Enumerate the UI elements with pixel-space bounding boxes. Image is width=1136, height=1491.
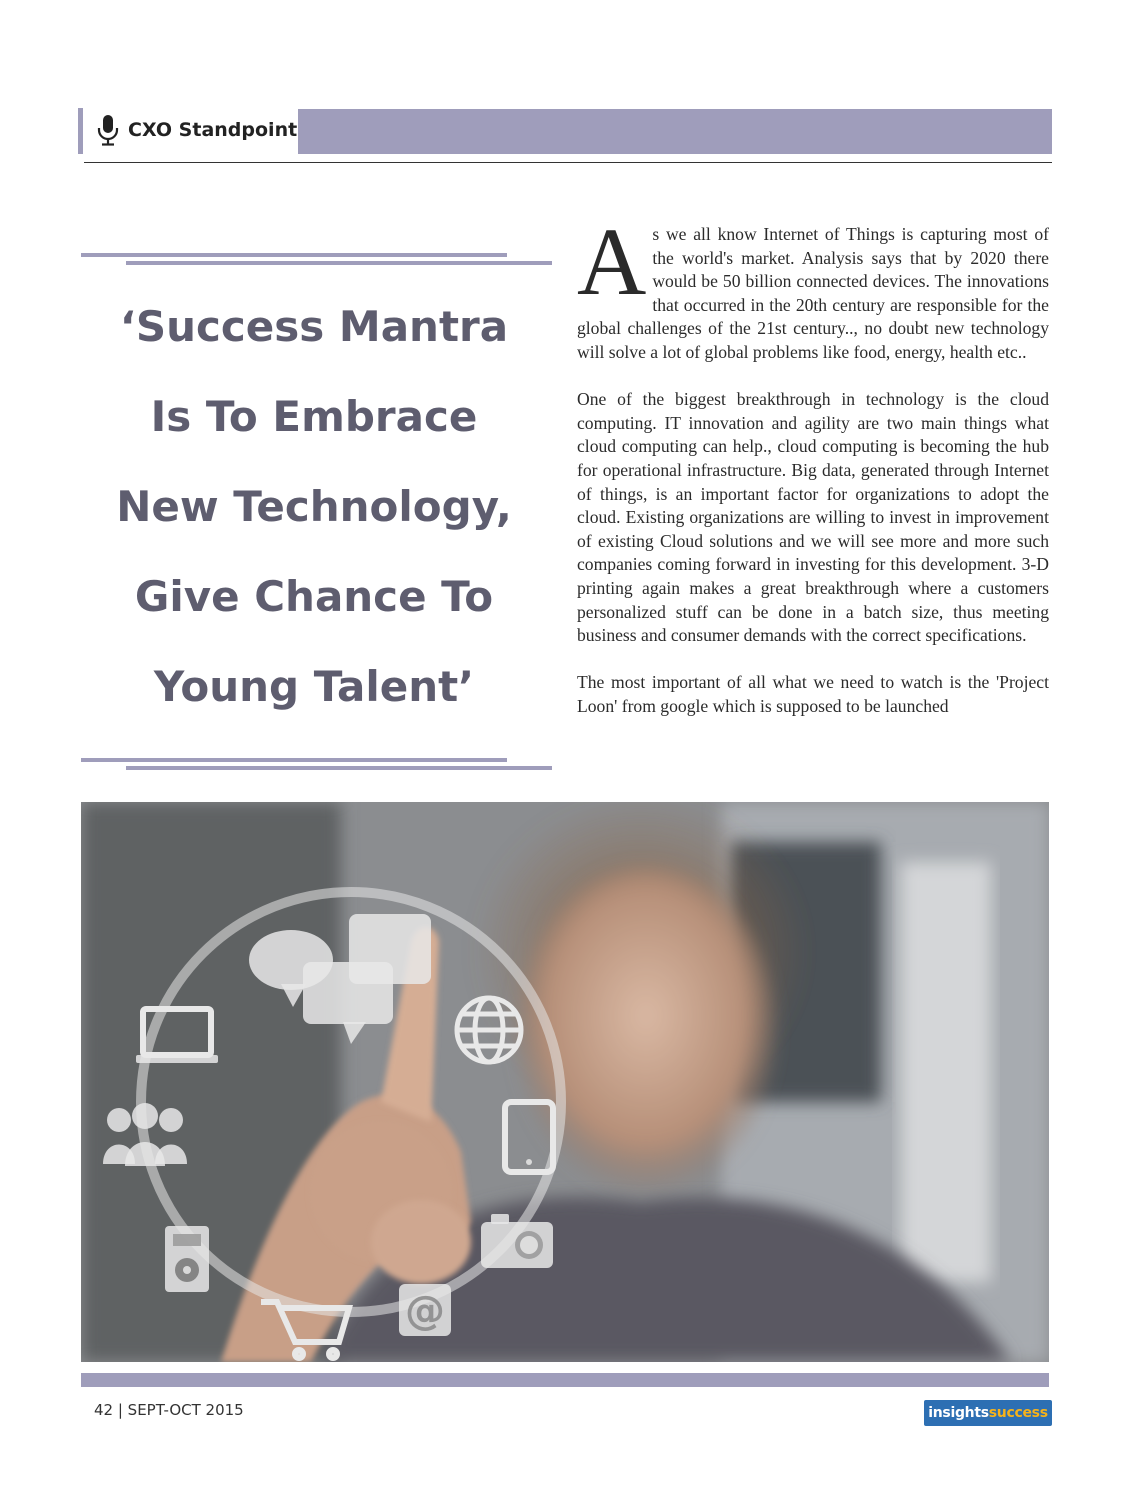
article-paragraph [577,208,1049,365]
pull-quote-line: ‘Success Mantra [119,302,509,351]
article-photo [81,802,1049,1362]
header-divider [84,162,1052,163]
article-paragraph: The most important of all what we need to watch is the 'Project Loon' from google which is supposed to be launched [577,672,1049,716]
drop-cap: A [577,208,647,315]
insights-success-logo [924,1400,1052,1426]
article-paragraph: One of the biggest breakthrough in technology is the cloud computing. IT innovation and agility are two main things what cloud computing can help., cloud computing is becoming the hub for operational infrastructure. Big data, generated through Internet of things, is an important factor for organizations to adopt the cloud. Existing organizations are willing to invest in improvement of existing Cloud solutions and we will see more and more such companies coming forward in investing for this development. 3-D printing again makes a great breakthrough where a customers personalized stuff can be done in a batch size, thus meeting business and consumer demands with the correct specifications. [577,389,1049,646]
music-player-icon [165,1226,209,1292]
article-lead-text: s we all know Internet of Things is capturing most of the world's market. Analysis says that by 2020 there would be 50 billion connected devices. [652,224,1049,292]
at-sign-icon [399,1284,451,1336]
page-info: 42 | SEPT-OCT 2015 [94,1401,244,1419]
pull-quote-line: Is To Embrace [150,392,478,441]
logo-text-part2: success [988,1405,1048,1421]
quote-bottom-rule-1 [81,758,507,762]
quote-top-rule-2 [126,261,552,265]
logo-text-part1: insights [928,1405,989,1421]
pull-quote-line: Young Talent’ [153,662,475,711]
pull-quote-line: Give Chance To [134,572,494,621]
section-title: CXO Standpoint [128,119,298,141]
header-accent-bar [78,108,83,154]
section-label [96,112,297,148]
camera-icon [481,1214,553,1268]
quote-top-rule-1 [81,253,507,257]
svg-text:@: @ [405,1288,445,1334]
article-body [577,208,1049,742]
header-bar [298,109,1052,154]
footer-bar [81,1373,1049,1387]
microphone-icon [96,114,120,146]
pull-quote [96,282,532,732]
quote-bottom-rule-2 [126,766,552,770]
article-text: The innovations that occurred in the 20th century are responsible for the global challenges of the 21st century.., no doubt new technology will solve a lot of global problems like food, energy, health etc.. [577,271,1049,362]
pull-quote-line: New Technology, [116,482,512,531]
